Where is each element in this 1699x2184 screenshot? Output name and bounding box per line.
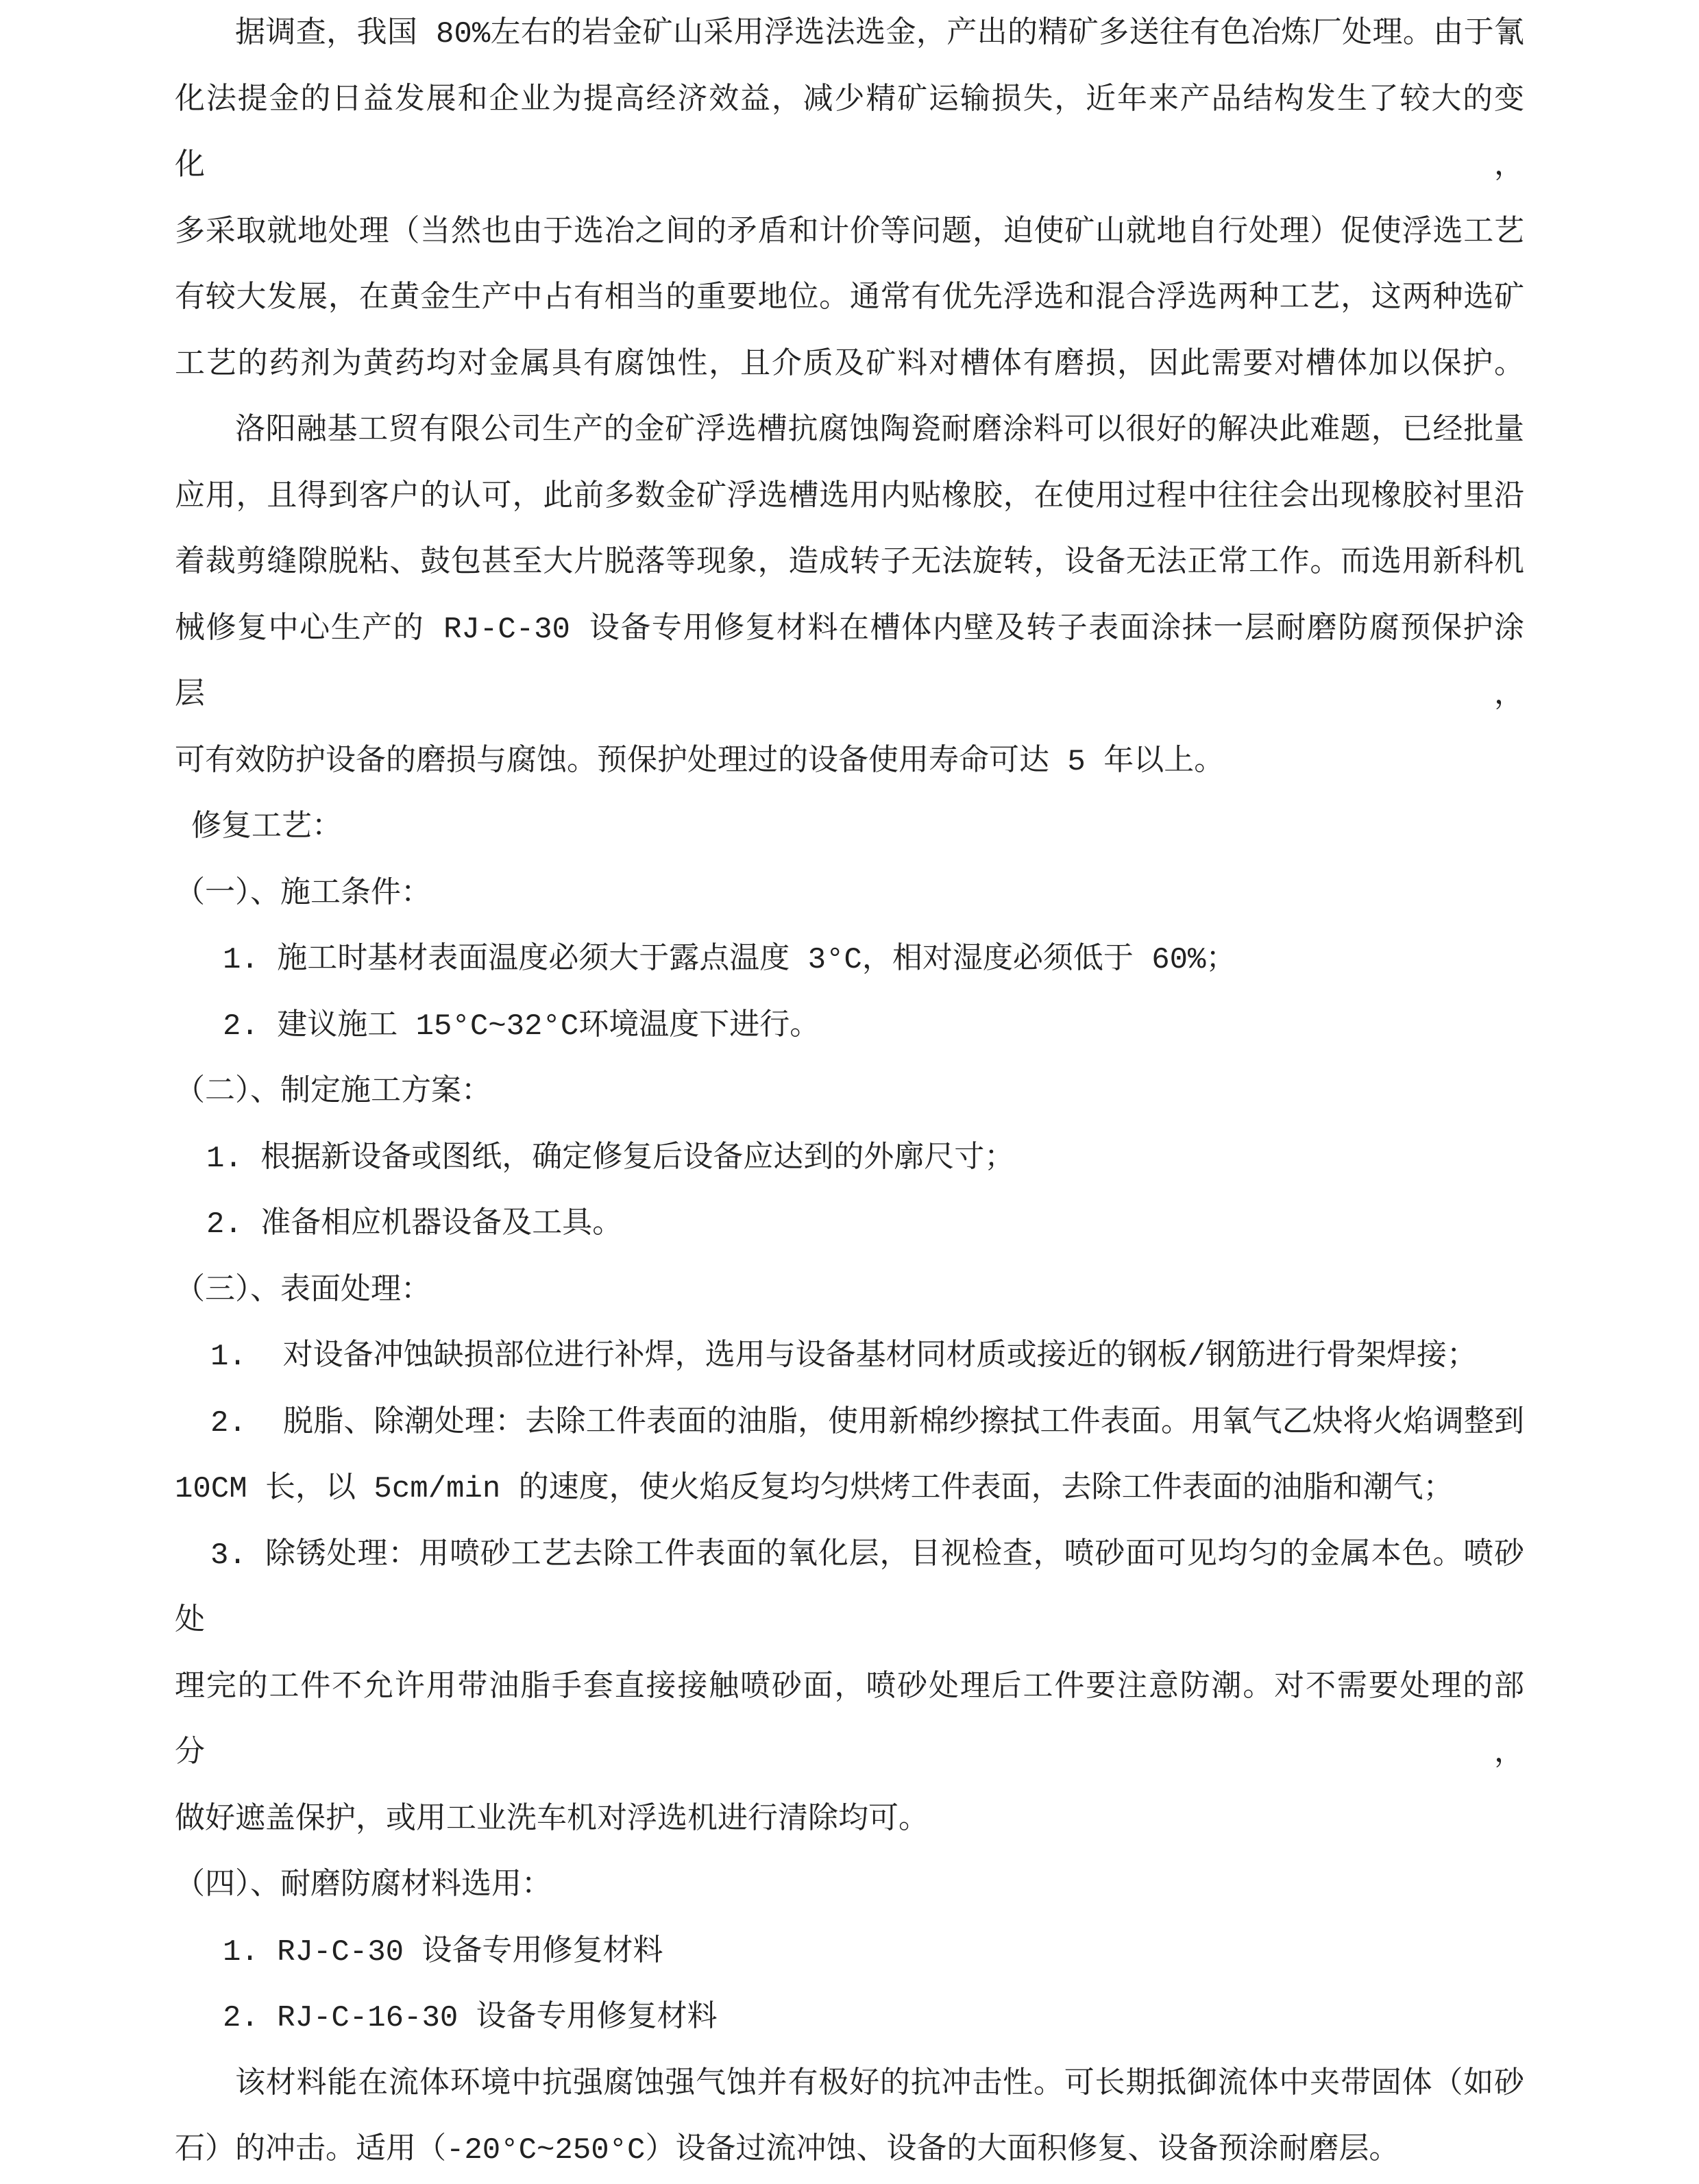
section-heading-line: （三）、表面处理： bbox=[175, 1273, 431, 1308]
subtitle-line: 修复工艺： bbox=[191, 811, 342, 845]
section-heading-line: （四）、耐磨防腐材料选用： bbox=[175, 1869, 552, 1903]
list-item-line: 2. RJ-C-16-30 设备专用修复材料 bbox=[223, 2001, 718, 2035]
list-item-continuation-line: 理完的工件不允许用带油脂手套直接接触喷砂面，喷砂处理后工件要注意防潮。对不需要处理的部分， bbox=[175, 1670, 1524, 1771]
paragraph-line: 械修复中心生产的 RJ-C-30 设备专用修复材料在槽体内壁及转子表面涂抹一层耐磨防腐预保护涂层， bbox=[175, 612, 1524, 713]
paragraph-line: 洛阳融基工贸有限公司生产的金矿浮选槽抗腐蚀陶瓷耐磨涂料可以很好的解决此难题，已经批量 bbox=[235, 414, 1524, 448]
section-heading-line: （一）、施工条件： bbox=[175, 876, 431, 911]
paragraph-line: 应用，且得到客户的认可，此前多数金矿浮选槽选用内贴橡胶，在使用过程中往往会出现橡胶衬里沿 bbox=[175, 480, 1524, 515]
document-body bbox=[175, 1, 1524, 2184]
list-item-line: 1. RJ-C-30 设备专用修复材料 bbox=[223, 1935, 663, 1970]
paragraph-line: 有较大发展，在黄金生产中占有相当的重要地位。通常有优先浮选和混合浮选两种工艺，这两种选矿 bbox=[175, 282, 1524, 316]
paragraph-line: 该材料能在流体环境中抗强腐蚀强气蚀并有极好的抗冲击性。可长期抵御流体中夹带固体（如砂 bbox=[235, 2067, 1524, 2102]
list-item-continuation-line: 做好遮盖保护，或用工业洗车机对浮选机进行清除均可。 bbox=[175, 1802, 929, 1837]
list-item-line: 1. 施工时基材表面温度必须大于露点温度 3°C，相对湿度必须低于 60%； bbox=[223, 943, 1236, 977]
list-item-line: 1. 对设备冲蚀缺损部位进行补焊，选用与设备基材同材质或接近的钢板/钢筋进行骨架焊接； bbox=[210, 1340, 1478, 1374]
paragraph-line: 多采取就地处理（当然也由于选冶之间的矛盾和计价等问题，迫使矿山就地自行处理）促使浮选工艺 bbox=[175, 215, 1524, 250]
list-item-line: 2. 准备相应机器设备及工具。 bbox=[206, 1207, 623, 1242]
paragraph-line: 据调查，我国 80%左右的岩金矿山采用浮选法选金，产出的精矿多送往有色冶炼厂处理。由于氰 bbox=[235, 17, 1524, 51]
section-heading-line: （二）、制定施工方案： bbox=[175, 1075, 491, 1109]
paragraph-line: 工艺的药剂为黄药均对金属具有腐蚀性，且介质及矿料对槽体有磨损，因此需要对槽体加以保护。 bbox=[175, 347, 1524, 382]
paragraph-line: 着裁剪缝隙脱粘、鼓包甚至大片脱落等现象，造成转子无法旋转，设备无法正常工作。而选用新科机 bbox=[175, 546, 1524, 580]
paragraph-line: 石）的冲击。适用（-20°C~250°C）设备过流冲蚀、设备的大面积修复、设备预涂耐磨层。 bbox=[175, 2133, 1399, 2168]
list-item-line: 1. 根据新设备或图纸，确定修复后设备应达到的外廓尺寸； bbox=[206, 1141, 1015, 1176]
list-item-line: 2. 建议施工 15°C~32°C环境温度下进行。 bbox=[223, 1009, 820, 1044]
list-item-continuation-line: 10CM 长，以 5cm/min 的速度，使火焰反复均匀烘烤工件表面，去除工件表面的油脂和潮气； bbox=[175, 1472, 1454, 1506]
paragraph-line: 化法提金的日益发展和企业为提高经济效益，减少精矿运输损失，近年来产品结构发生了较大的变化， bbox=[175, 83, 1524, 184]
list-item-line: 3. 除锈处理：用喷砂工艺去除工件表面的氧化层，目视检查，喷砂面可见均匀的金属本色。喷砂处 bbox=[175, 1538, 1524, 1639]
list-item-line: 2. 脱脂、除潮处理：去除工件表面的油脂，使用新棉纱擦拭工件表面。用氧气乙炔将火焰调整到 bbox=[210, 1406, 1524, 1440]
paragraph-line: 可有效防护设备的磨损与腐蚀。预保护处理过的设备使用寿命可达 5 年以上。 bbox=[175, 744, 1225, 779]
